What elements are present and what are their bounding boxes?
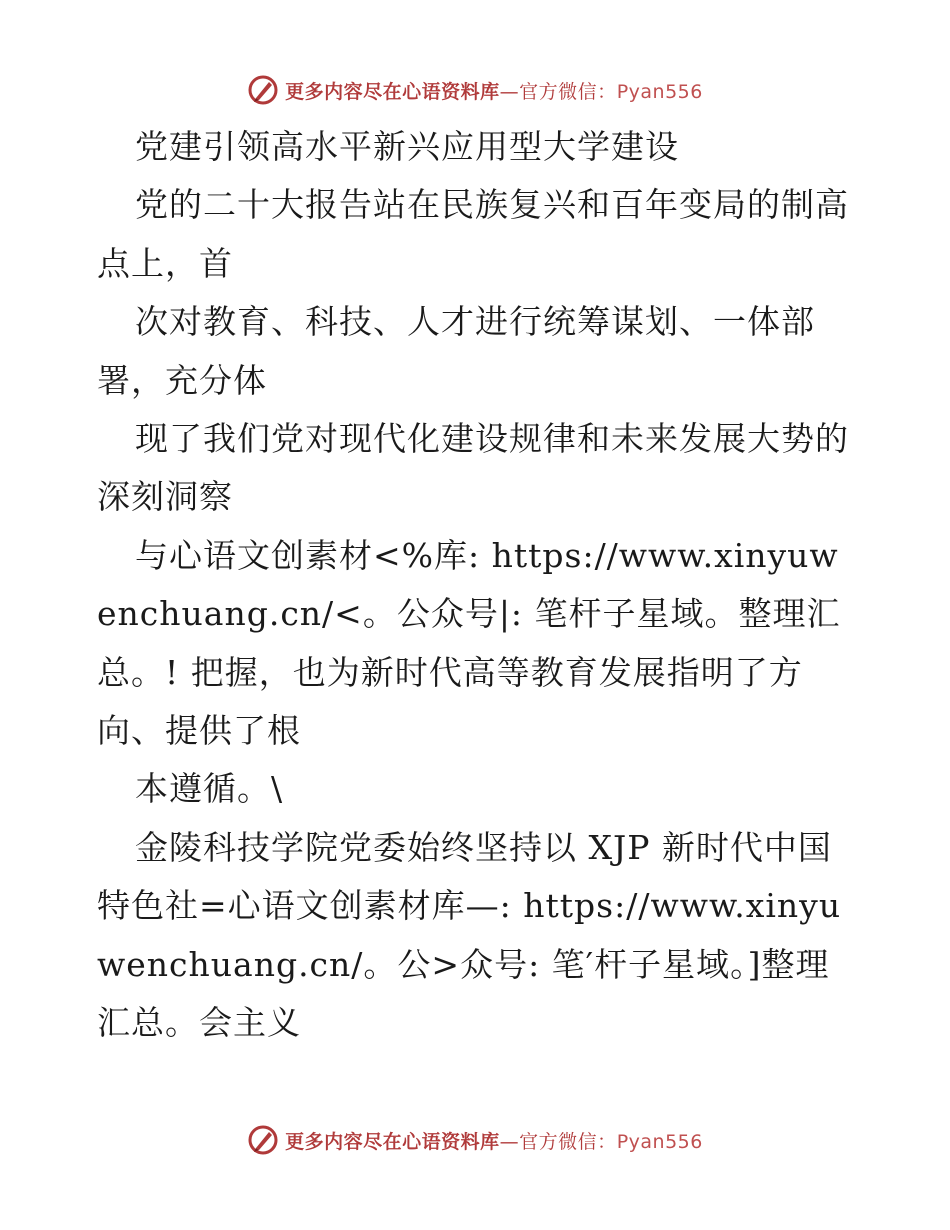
quill-pen-logo-icon xyxy=(247,1124,279,1156)
paragraph: 党的二十大报告站在民族复兴和百年变局的制高点上，首 xyxy=(97,185,849,283)
paragraph: 金陵科技学院党委始终坚持以 XJP 新时代中国特色社=心语文创素材库—: https://www.xinyuwenchuang.cn/。公>众号: 笔′杆子星域。]整理汇总。会主义 xyxy=(97,827,842,1043)
banner-text xyxy=(285,77,703,104)
header-banner xyxy=(0,70,950,110)
banner-text xyxy=(285,1127,703,1154)
paragraph: 次对教育、科技、人才进行统筹谋划、一体部署，充分体 xyxy=(97,302,815,400)
paragraph: 现了我们党对现代化建设规律和未来发展大势的深刻洞察 xyxy=(97,419,849,517)
paragraph: 与心语文创素材<%库: https://www.xinyuwenchuang.cn/<。公众号|: 笔杆子星域。整理汇总。! 把握，也为新时代高等教育发展指明了方向、提供了根 xyxy=(97,535,841,751)
paragraph: 本遵循。\ xyxy=(135,769,284,809)
banner-wechat-id: Pyan556 xyxy=(616,1130,703,1153)
document-body xyxy=(97,118,857,1053)
banner-wechat-label: 官方微信： xyxy=(519,1130,617,1153)
banner-slogan: 更多内容尽在心语资料库 xyxy=(285,80,500,103)
quill-pen-logo-icon xyxy=(247,74,279,106)
banner-separator: — xyxy=(499,1130,520,1153)
banner-separator: — xyxy=(499,80,520,103)
footer-banner xyxy=(0,1120,950,1160)
banner-wechat-id: Pyan556 xyxy=(616,80,703,103)
banner-wechat-label: 官方微信： xyxy=(519,80,617,103)
banner-slogan: 更多内容尽在心语资料库 xyxy=(285,1130,500,1153)
document-title: 党建引领高水平新兴应用型大学建设 xyxy=(135,127,679,166)
